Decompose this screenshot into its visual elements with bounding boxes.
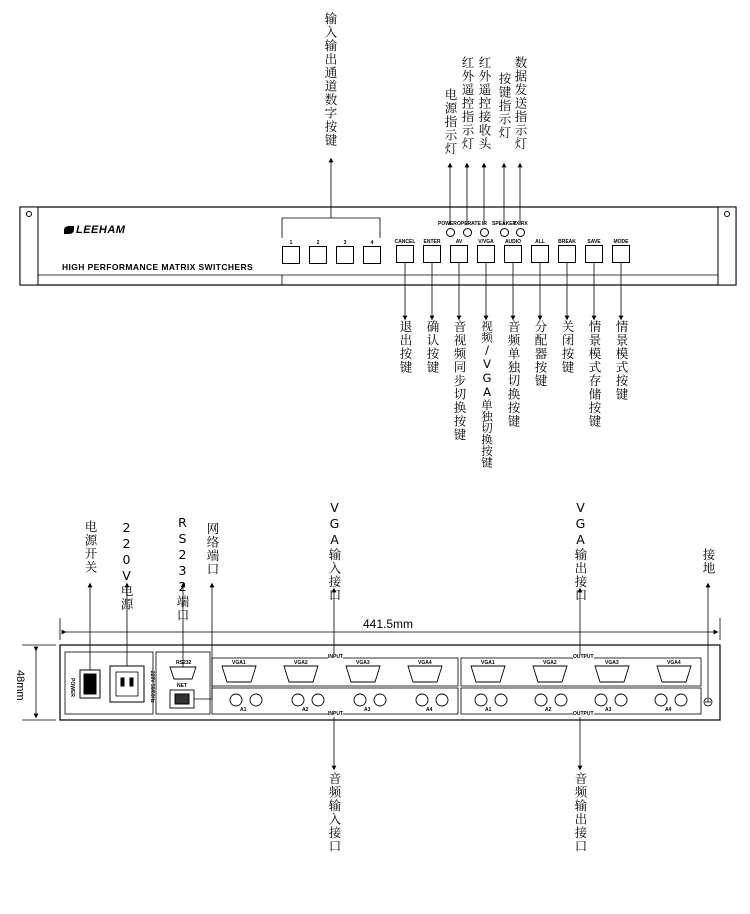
label-vga-in: VGA输入接口 (327, 500, 342, 602)
txrx-led-label: TX/RX (513, 221, 528, 227)
rear-panel (60, 645, 720, 720)
speaker-led-label: SPEAKER (492, 221, 517, 227)
ir-receiver (480, 228, 489, 237)
label-rs232: RS232端口 (175, 515, 190, 622)
ac-label: ~220V 50/60Hz (149, 668, 155, 703)
operate-led-label: OPERATE (457, 221, 481, 227)
label-audio-out: 音频输出接口 (573, 772, 588, 853)
power-led-label: POWER (438, 221, 457, 227)
enter-button-label: ENTER (423, 239, 441, 245)
output-bottom-label: OUTPUT (573, 711, 594, 717)
label-power-switch: 电源开关 (83, 520, 98, 574)
vga-out-2-label: VGA2 (543, 660, 557, 666)
mode-button[interactable] (612, 245, 630, 263)
vga-in-1-label: VGA1 (232, 660, 246, 666)
audio-out-a4-label: A4 (665, 707, 672, 713)
label-ir-receiver: 红外遥控接收头 (477, 56, 492, 151)
output-top-label: OUTPUT (573, 654, 594, 660)
vvga-button-label: V/VGA (478, 239, 494, 245)
channel-2-button[interactable] (309, 246, 327, 264)
audio-out-a1-label: A1 (485, 707, 492, 713)
power-switch-label: POWER (69, 678, 75, 697)
label-channel-keys: 输入输出通道数字按键 (323, 12, 338, 147)
vga-out-3-label: VGA3 (605, 660, 619, 666)
channel-button-label: 3 (343, 240, 347, 246)
cancel-button[interactable] (396, 245, 414, 263)
label-data-led: 数据发送指示灯 (513, 56, 528, 151)
input-bottom-label: INPUT (328, 711, 343, 717)
label-audio-in: 音频输入接口 (327, 772, 342, 853)
vga-in-3-label: VGA3 (356, 660, 370, 666)
model-text: HIGH PERFORMANCE MATRIX SWITCHERS (62, 262, 254, 272)
vga-out-4-label: VGA4 (667, 660, 681, 666)
label-audio: 音频单独切换按键 (506, 320, 521, 428)
label-av: 音视频同步切换按键 (452, 320, 467, 442)
label-mode: 情景模式按键 (614, 320, 629, 401)
label-220v: 220V电源 (119, 520, 134, 611)
channel-1-button[interactable] (282, 246, 300, 264)
audio-in-a3-label: A3 (364, 707, 371, 713)
ir-led-label: IR (482, 221, 487, 227)
vvga-button[interactable] (477, 245, 495, 263)
label-key-led: 按键指示灯 (497, 72, 512, 140)
txrx-led (516, 228, 525, 237)
audio-in-a1-label: A1 (240, 707, 247, 713)
input-top-label: INPUT (328, 654, 343, 660)
channel-button-label: 1 (289, 240, 293, 246)
channel-4-button[interactable] (363, 246, 381, 264)
net-port-label: NET (177, 683, 187, 689)
av-button[interactable] (450, 245, 468, 263)
channel-button-label: 4 (370, 240, 374, 246)
label-cancel: 退出按键 (398, 320, 413, 374)
speaker-led (500, 228, 509, 237)
channel-3-button[interactable] (336, 246, 354, 264)
label-enter: 确认按键 (425, 320, 440, 374)
break-button[interactable] (558, 245, 576, 263)
power-led (446, 228, 455, 237)
all-button[interactable] (531, 245, 549, 263)
label-ir-led: 红外遥控指示灯 (460, 56, 475, 151)
audio-button-label: AUDIO (504, 239, 522, 245)
all-button-label: ALL (535, 239, 545, 245)
save-button[interactable] (585, 245, 603, 263)
mode-button-label: MODE (613, 239, 629, 245)
audio-in-a2-label: A2 (302, 707, 309, 713)
save-button-label: SAVE (587, 239, 601, 245)
label-break: 关闭按键 (560, 320, 575, 374)
width-dimension: 441.5mm (360, 617, 416, 631)
label-all: 分配器按键 (533, 320, 548, 388)
label-save: 情景模式存储按键 (587, 320, 602, 428)
vga-out-1-label: VGA1 (481, 660, 495, 666)
label-network: 网络端口 (205, 522, 220, 576)
cancel-button-label: CANCEL (394, 239, 416, 245)
audio-in-a4-label: A4 (426, 707, 433, 713)
brand-logo: LEEHAM (64, 224, 125, 236)
label-power-led: 电源指示灯 (443, 88, 458, 156)
height-dimension: 48mm (14, 670, 26, 701)
label-vga-out: VGA输出接口 (573, 500, 588, 602)
label-ground: 接地 (701, 548, 716, 575)
vga-in-4-label: VGA4 (418, 660, 432, 666)
vga-in-2-label: VGA2 (294, 660, 308, 666)
audio-out-a2-label: A2 (545, 707, 552, 713)
audio-out-a3-label: A3 (605, 707, 612, 713)
operate-led (463, 228, 472, 237)
av-button-label: AV (455, 239, 463, 245)
break-button-label: BREAK (558, 239, 576, 245)
audio-button[interactable] (504, 245, 522, 263)
label-vvga: 视频/VGA单独切换按键 (480, 320, 494, 468)
rs232-port-label: RS232 (176, 660, 192, 666)
enter-button[interactable] (423, 245, 441, 263)
channel-button-label: 2 (316, 240, 320, 246)
